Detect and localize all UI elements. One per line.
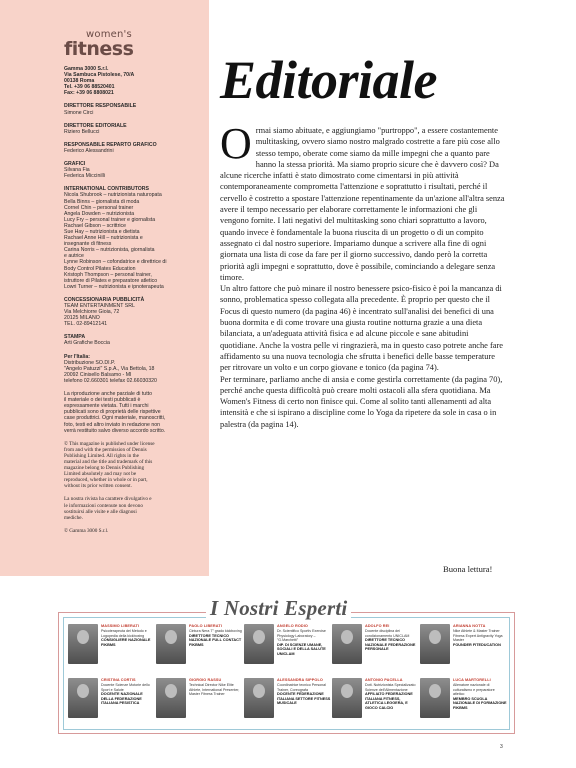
womens-fitness-logo	[64, 30, 201, 59]
contributor-line: Angela Dowden – nutrizionista	[64, 210, 135, 217]
director-label: DIRETTORE RESPONSABILE	[64, 103, 137, 110]
disclaimer-line: sostituirsi alle visite e alle diagnosi	[64, 508, 137, 515]
expert-desc: Nike Athlete & Master Trainer Fitness Expert Antigravity Yoga Master	[453, 629, 503, 642]
contributor-line: Bella Binns – giornalista di moda	[64, 198, 140, 205]
expert-card	[68, 624, 156, 676]
reproduction-line: espressamente vietata. Tutti i marchi	[64, 403, 149, 410]
expert-name: CRISTINA CORTIS	[101, 678, 136, 682]
contributor-line: Cornel Chin – personal trainer	[64, 204, 134, 211]
expert-photo	[332, 678, 362, 718]
expert-name: MASSIMO LIBERATI	[101, 624, 140, 628]
expert-role: DIRETTORE TECNICO NAZIONALE FULL CONTACT FIKBMS	[189, 633, 242, 647]
contributor-line: Lucy Fry – personal trainer e giornalista	[64, 216, 156, 223]
contributor-line: Lynne Robinson – cofondatrice e direttrice di	[64, 259, 167, 266]
expert-photo	[244, 678, 274, 718]
reproduction-line: pubblicati sono di proprietà delle rispettive	[64, 409, 161, 416]
license-line: reproduced, whether in whole or in part,	[64, 477, 148, 484]
distribution-line: telefono 02.660301 telefax 02.66030320	[64, 377, 157, 384]
expert-text	[365, 678, 419, 730]
dropcap: O	[220, 125, 252, 168]
expert-name: ARIANNA NOTTA	[453, 624, 486, 628]
expert-desc: Coordinatrice tecnico Personal Trainer, Coreografa	[277, 683, 326, 692]
expert-card	[420, 624, 508, 676]
expert-photo	[68, 678, 98, 718]
reproduction-notice	[64, 391, 201, 434]
expert-text	[189, 678, 243, 730]
advertising-info	[64, 297, 201, 327]
editorial-paragraph	[220, 125, 506, 283]
print-label: STAMPA	[64, 334, 86, 341]
expert-card	[420, 678, 508, 730]
expert-card	[244, 678, 332, 730]
expert-photo	[68, 624, 98, 664]
expert-card	[244, 624, 332, 676]
contributor-line: Body Control Pilates Education	[64, 265, 136, 272]
expert-desc: Psicoterapeuta del Metodo e Logopedia della kickboxing	[101, 629, 147, 638]
contributor-line: Rachael Gibson – scrittrice	[64, 222, 126, 229]
expert-name: LUCA MARTORELLI	[453, 678, 491, 682]
copyright-notice	[64, 528, 201, 534]
graphics-info	[64, 161, 201, 179]
expert-role: CONSIGLIERE NAZIONALE FIKBMS	[101, 638, 151, 647]
expert-name: PAOLO LIBERATI	[189, 624, 222, 628]
advertising-line: TEL. 02-89412141	[64, 321, 107, 328]
reproduction-line: case produttrici. Ogni materiale, manoscritti,	[64, 415, 166, 422]
expert-card	[332, 624, 420, 676]
expert-text	[189, 624, 243, 676]
editorial-director-label: DIRETTORE EDITORIALE	[64, 122, 127, 129]
publisher-line: Via Sambuca Pistolese, 70/A	[64, 72, 135, 79]
publisher-line: 00138 Roma	[64, 78, 95, 85]
reproduction-line: foto, testi ed altro inviato in redazione non	[64, 421, 161, 428]
contributor-line: insegnante di fitness	[64, 241, 112, 248]
graphics-label: GRAFICI	[64, 161, 86, 168]
expert-desc: Docente disciplina dei condizionamento UNICLAM	[365, 629, 410, 638]
graphics-head-info	[64, 142, 201, 154]
reproduction-line: verrà restituito salvo diverso accordo scritto.	[64, 427, 166, 434]
sign-off: Buona lettura!	[443, 564, 493, 574]
editorial-director-name: Riziero Bellucci	[64, 128, 100, 135]
distribution-info	[64, 354, 201, 384]
graphics-name: Federica Miccinilli	[64, 173, 105, 180]
contributor-line: Kristoph Thompson – personal trainer,	[64, 271, 152, 278]
editorial-body	[220, 125, 506, 545]
graphics-head-name: Federico Alessandrini	[64, 147, 114, 154]
expert-name: ANGELO RODIO	[277, 624, 308, 628]
print-info	[64, 334, 201, 346]
director-info	[64, 103, 201, 115]
license-line: Publishing Limited. All rights in the	[64, 452, 139, 459]
expert-photo	[156, 624, 186, 664]
expert-role: DIP. DI SCIENZE UMANE, SOCIALI E DELLA SALUTE UNICLAM	[277, 642, 326, 656]
expert-photo	[244, 624, 274, 664]
contributor-line: Rachael Anne Hill – nutrizionista e	[64, 235, 143, 242]
expert-desc: Allenatore nazionale di culturalismo e preparatore atletico	[453, 683, 495, 696]
expert-card	[156, 678, 244, 730]
contributor-line: Lowri Turner – nutrizionista e ipnoterapeuta	[64, 283, 164, 290]
contributor-line: Carina Norris – nutrizionista, giornalista	[64, 247, 155, 254]
expert-desc: Dott. Nutrizionista Specializzato Scienze dell'Alimentazione	[365, 683, 416, 692]
contributor-line: Nicola Shubrook – nutrizionista naturopata	[64, 192, 162, 199]
expert-desc: Technical Director Nike Elite Athlete, International Presenter, Master Fitness Trainer	[189, 683, 240, 696]
disclaimer-notice	[64, 496, 201, 520]
copyright-line: © Gamma 3000 S.r.l.	[64, 527, 109, 534]
experts-grid	[68, 624, 508, 730]
expert-photo	[332, 624, 362, 664]
expert-name: ADOLFO REI	[365, 624, 390, 628]
license-line: © This magazine is published under license	[64, 440, 155, 447]
expert-role: DIRETTORE TECNICO NAZIONALE FEDERAZIONE PERSONALE	[365, 638, 416, 652]
expert-photo	[156, 678, 186, 718]
expert-card	[332, 678, 420, 730]
publisher-line: Gamma 3000 S.r.l.	[64, 66, 109, 72]
advertising-label: CONCESSIONARIA PUBBLICITÀ	[64, 296, 145, 303]
director-name: Simone Circi	[64, 109, 94, 116]
expert-photo	[420, 678, 450, 718]
expert-name: GIORGIO RASSU	[189, 678, 222, 682]
license-line: material and the title and trademark of this	[64, 458, 153, 465]
contributor-line: Sue Hay – nutrizionista e dietista	[64, 228, 140, 235]
expert-role: DOCENTE FEDERAZIONE ITALIANA SETTORE FITNESS MUSICALE	[277, 692, 331, 706]
editorial-paragraph-text: rmai siamo abituate, e aggiungiamo "purtroppo", a essere costantemente multitasking, ovvero siamo nostro malgrado costrette a fare più cose allo stesso tempo, oberate come siamo da mille impegni che a quanto pare hanno la stessa priorità. Ma siamo proprio sicure che è davvero così? Da alcune ricerche infatti è stato dimostrato come cimentarsi in più attività contemporaneamente comprometta l'attenzione e soprattutto i risultati, perché il cervello è costretto a spostare l'attenzione repentinamente da un'azione all'altra senza avere il tempo necessario per elaborare correttamente le informazioni che gli vengono fornite. I lati negativi del multitasking sono chiari soprattutto a lavoro, quando invece è fondamentale la buona riuscita di un progetto o di un compito assegnato ci dal nostro superiore. Impariamo dunque a scrivere alla fine di ogni giornata una lista di cose da fare per il giorno successivo, dando però la corretta priorità agli impegni e soprattutto, dove è possibile, cominciando a delegare senza timore.	[220, 126, 505, 282]
publisher-info	[64, 66, 201, 96]
expert-text	[101, 678, 155, 730]
reproduction-line: il materiale o dei testi pubblicati è	[64, 397, 141, 404]
contributor-line: istruttore di Pilates e preparatore atletico	[64, 277, 158, 284]
advertising-line: Via Melchiorre Gioia, 72	[64, 309, 120, 316]
expert-text	[453, 624, 507, 676]
expert-desc: Docente Scienze Motorie dello Sport e Salute	[101, 683, 150, 692]
expert-photo	[420, 624, 450, 664]
disclaimer-line: le informazioni contenute non devono	[64, 502, 143, 509]
expert-name: ALESSANDRA SIPPOLO	[277, 678, 323, 682]
expert-role: DOCENTE NAZIONALE DELLA FEDERAZIONE ITALIANA PESISTICA	[101, 692, 143, 706]
license-line: Limited absolutely and may not be	[64, 471, 137, 478]
disclaimer-line: La nostra rivista ha carattere divulgativo e	[64, 496, 152, 503]
license-line: from and with the permission of Dennis	[64, 446, 147, 453]
editorial-director-info	[64, 123, 201, 135]
license-line: without its prior written consent.	[64, 483, 132, 490]
expert-card	[68, 678, 156, 730]
publisher-line: Tel. +39 06 88520401	[64, 84, 115, 91]
editorial-paragraph: Per terminare, parliamo anche di ansia e come gestirla correttamente (da pagina 70), perché anche questa difficoltà può creare molti ostacoli alla sfera quotidiana. Ma Women's Fitness di certo non finisce qui. Come al solito tanti allenamenti ad alta intensità e che si ispirano a discipline come lo Yoga da ripetere da sole in casa o in palestra (da pagina 14).	[220, 374, 503, 429]
masthead-sidebar	[0, 0, 209, 576]
advertising-line: 20125 MILANO	[64, 315, 100, 322]
expert-desc: Cintura Nera 7° grado kickboxing	[189, 629, 242, 633]
graphics-head-label: RESPONSABILE REPARTO GRAFICO	[64, 141, 157, 148]
expert-role: FOUNDER FITEDUCATION	[453, 642, 501, 647]
distribution-label: Per l'Italia:	[64, 353, 91, 360]
contributor-line: e autrice	[64, 253, 84, 260]
expert-text	[453, 678, 507, 730]
expert-text	[365, 624, 419, 676]
expert-card	[156, 624, 244, 676]
distribution-line: Distribuzione SO.DI.P.	[64, 359, 116, 366]
contributors-info	[64, 186, 201, 290]
advertising-line: TEAM ENTERTAINMENT SRL	[64, 303, 135, 309]
logo-womens: women's	[86, 29, 132, 40]
editorial-paragraph: Un altro fattore che può minare il nostro benessere psico-fisico è poi la mancanza di sonno, problematica spesso collegata alla precedente. È proprio per questo che il Focus di questo numero (da pagina 46) è incentrato sull'analisi dei benefici di una buona dormita e di come trovare una giusta routine notturna grazie a una dieta bilanciata, a un'adeguata attività fisica e ad alcune piccole e sane abitudini quotidiane. Anche la vostra pelle vi ringrazierà, ma in questo caso potrete anche fare affidamento su una nuova tecnologia che sfrutta i benefici delle basse temperature per ritrovare un volto e un corpo giovane e tonico (da pagina 74).	[220, 284, 504, 373]
expert-text	[277, 624, 331, 676]
reproduction-line: La riproduzione anche parziale di tutto	[64, 391, 152, 398]
expert-text	[101, 624, 155, 676]
distribution-line: "Angelo Patuzzi" S.p.A., Via Bettola, 18	[64, 365, 155, 372]
expert-role: MEMBRO SCUOLA NAZIONALE DI FORMAZIONE FIKBMS	[453, 696, 507, 710]
expert-role: AFFILIATO FEDERAZIONE ITALIANA FITNESS, ATLETICA LEGGERA, E GIOCO CALCIO	[365, 692, 413, 710]
graphics-name: Silvana Fia	[64, 167, 90, 174]
distribution-line: 20092 Cinisello Balsamo - MI	[64, 371, 132, 378]
logo-fitness: fitness	[64, 38, 134, 60]
expert-desc: Dr. Scientifico Sportiv Exercise Physiology Laboratory – "G.Marchetti"	[277, 629, 326, 642]
expert-name: ANTONIO PACELLA	[365, 678, 403, 682]
editorial-title: Editoriale	[220, 50, 438, 110]
contributors-label: INTERNATIONAL CONTRIBUTORS	[64, 186, 150, 193]
disclaimer-line: mediche.	[64, 514, 83, 521]
page-number: 3	[500, 744, 503, 750]
license-notice	[64, 441, 201, 490]
license-line: magazine belong to Dennis Publishing	[64, 465, 145, 472]
experts-title: I Nostri Esperti	[206, 596, 351, 621]
publisher-line: Fax: +39 06 8808021	[64, 90, 114, 97]
expert-text	[277, 678, 331, 730]
print-name: Arti Grafiche Boccia	[64, 340, 110, 347]
